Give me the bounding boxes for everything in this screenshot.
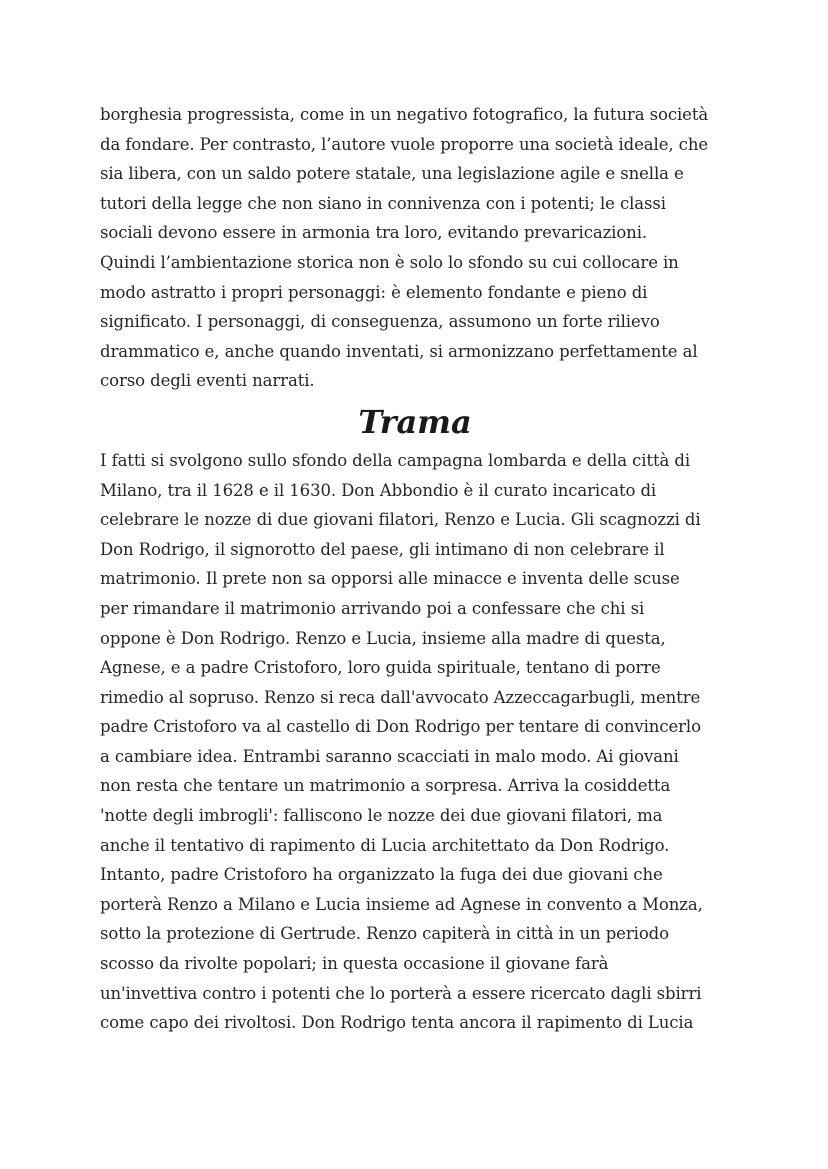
text-line: anche il tentativo di rapimento di Lucia architettato da Don Rodrigo.	[100, 835, 670, 855]
text-line: Agnese, e a padre Cristoforo, loro guida spirituale, tentano di porre	[100, 658, 661, 678]
text-line: Intanto, padre Cristoforo ha organizzato la fuga dei due giovani che	[100, 865, 663, 885]
text-line: significato. I personaggi, di conseguenza, assumono un forte rilievo	[100, 312, 660, 332]
text-line: a cambiare idea. Entrambi saranno scacciati in malo modo. Ai giovani	[100, 746, 679, 766]
text-line: modo astratto i propri personaggi: è elemento fondante e pieno di	[100, 282, 648, 302]
text-line: matrimonio. Il prete non sa opporsi alle minacce e inventa delle scuse	[100, 569, 680, 589]
text-line: borghesia progressista, come in un negativo fotografico, la futura società	[100, 105, 709, 124]
text-line: I fatti si svolgono sullo sfondo della campagna lombarda e della città di	[100, 450, 691, 470]
text-line: da fondare. Per contrasto, l’autore vuole proporre una società ideale, che	[100, 134, 709, 154]
text-line: non resta che tentare un matrimonio a sorpresa. Arriva la cosiddetta	[100, 776, 671, 796]
text-line: come capo dei rivoltosi. Don Rodrigo tenta ancora il rapimento di Lucia	[100, 1013, 694, 1033]
text-line: sia libera, con un saldo potere statale, una legislazione agile e snella e	[100, 164, 684, 184]
text-line: Quindi l’ambientazione storica non è solo lo sfondo su cui collocare in	[100, 252, 679, 272]
text-line: padre Cristoforo va al castello di Don Rodrigo per tentare di convincerlo	[100, 717, 701, 737]
text-line: oppone è Don Rodrigo. Renzo e Lucia, insieme alla madre di questa,	[100, 628, 666, 648]
plot-paragraph	[100, 446, 730, 1038]
text-line: sotto la protezione di Gertrude. Renzo capiterà in città in un periodo	[100, 924, 669, 944]
section-heading: Trama	[358, 402, 472, 441]
text-line: 'notte degli imbrogli': falliscono le nozze dei due giovani filatori, ma	[100, 806, 663, 826]
text-line: Milano, tra il 1628 e il 1630. Don Abbondio è il curato incaricato di	[100, 480, 657, 500]
text-line: scosso da rivolte popolari; in questa occasione il giovane farà	[100, 954, 609, 974]
text-line: rimedio al sopruso. Renzo si reca dall'avvocato Azzeccagarbugli, mentre	[100, 687, 701, 707]
text-line: corso degli eventi narrati.	[100, 371, 315, 391]
document-page	[100, 100, 730, 1038]
text-line: sociali devono essere in armonia tra loro, evitando prevaricazioni.	[100, 223, 648, 243]
text-line: tutori della legge che non siano in connivenza con i potenti; le classi	[100, 193, 666, 213]
intro-paragraph	[100, 100, 730, 396]
text-line: celebrare le nozze di due giovani filatori, Renzo e Lucia. Gli scagnozzi di	[100, 510, 701, 530]
text-line: porterà Renzo a Milano e Lucia insieme ad Agnese in convento a Monza,	[100, 894, 703, 914]
text-line: un'invettiva contro i potenti che lo porterà a essere ricercato dagli sbirri	[100, 983, 702, 1003]
text-line: drammatico e, anche quando inventati, si armonizzano perfettamente al	[100, 341, 698, 361]
text-line: Don Rodrigo, il signorotto del paese, gli intimano di non celebrare il	[100, 539, 665, 559]
text-line: per rimandare il matrimonio arrivando poi a confessare che chi si	[100, 598, 645, 618]
